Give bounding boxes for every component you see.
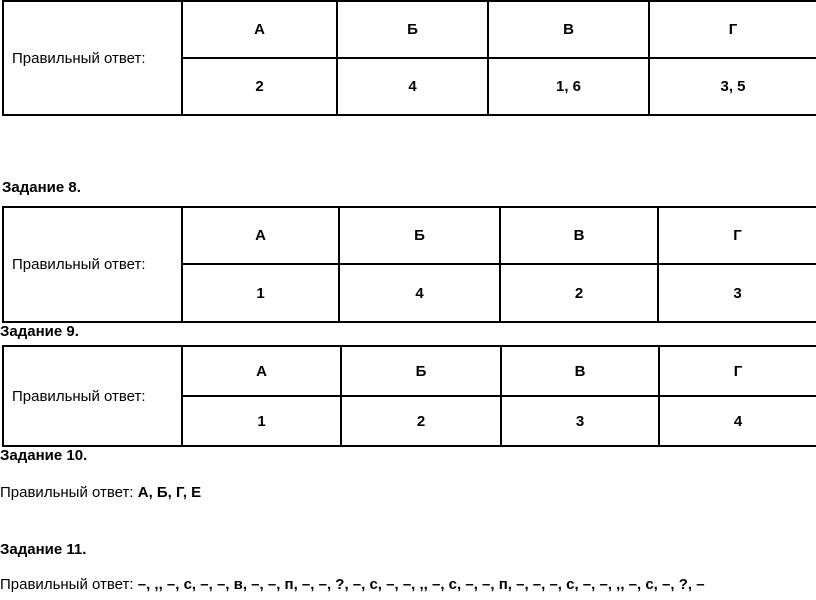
column-header-a: А bbox=[182, 207, 339, 264]
column-header-b: Б bbox=[339, 207, 500, 264]
answer-table-task-9 bbox=[2, 345, 816, 447]
column-header-v: В bbox=[488, 1, 649, 58]
task-11-answer bbox=[0, 576, 705, 593]
answer-cell-a: 1 bbox=[182, 264, 339, 322]
answer-cell-v: 3 bbox=[501, 396, 659, 446]
column-header-a: А bbox=[182, 1, 337, 58]
column-header-g: Г bbox=[649, 1, 816, 58]
answer-cell-g: 4 bbox=[659, 396, 816, 446]
answer-cell-v: 1, 6 bbox=[488, 58, 649, 115]
column-header-v: В bbox=[500, 207, 658, 264]
column-header-g: Г bbox=[658, 207, 816, 264]
answer-table-top bbox=[2, 0, 816, 116]
answer-cell-g: 3, 5 bbox=[649, 58, 816, 115]
answer-label: Правильный ответ: bbox=[3, 1, 182, 115]
task-10-answer bbox=[0, 484, 201, 501]
task-11-heading: Задание 11. bbox=[0, 541, 87, 558]
task-8-heading: Задание 8. bbox=[2, 179, 81, 196]
answer-label: Правильный ответ: bbox=[3, 346, 182, 446]
column-header-g: Г bbox=[659, 346, 816, 396]
answer-table-task-8 bbox=[2, 206, 816, 323]
column-header-b: Б bbox=[341, 346, 501, 396]
answer-label: Правильный ответ: bbox=[3, 207, 182, 322]
answer-label: Правильный ответ: bbox=[0, 576, 138, 593]
answer-cell-b: 2 bbox=[341, 396, 501, 446]
answer-value: А, Б, Г, Е bbox=[137, 484, 202, 501]
answer-cell-b: 4 bbox=[337, 58, 488, 115]
column-header-a: А bbox=[182, 346, 341, 396]
answer-cell-g: 3 bbox=[658, 264, 816, 322]
answer-cell-a: 1 bbox=[182, 396, 341, 446]
answer-label: Правильный ответ: bbox=[0, 484, 138, 501]
column-header-v: В bbox=[501, 346, 659, 396]
answer-value: –, ,, –, с, –, –, в, –, –, п, –, –, ?, –, с, –, –, ,, –, с, –, –, п, –, –, –, с, –, –, ,, –, с, –, ?, – bbox=[137, 576, 705, 593]
column-header-b: Б bbox=[337, 1, 488, 58]
task-10-heading: Задание 10. bbox=[0, 447, 88, 464]
answer-cell-v: 2 bbox=[500, 264, 658, 322]
task-9-heading: Задание 9. bbox=[0, 323, 79, 340]
answer-cell-a: 2 bbox=[182, 58, 337, 115]
answer-cell-b: 4 bbox=[339, 264, 500, 322]
